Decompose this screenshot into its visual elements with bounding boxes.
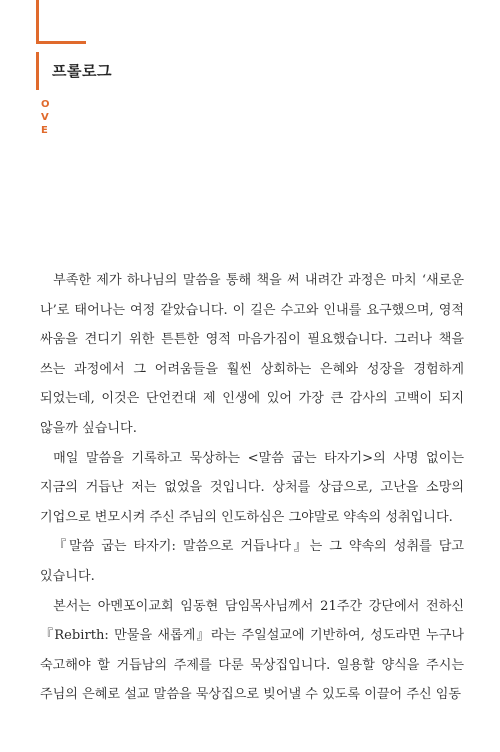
body-text xyxy=(40,266,464,710)
chapter-bracket-decoration xyxy=(36,0,86,44)
paragraph: 『말씀 굽는 타자기: 말씀으로 거듭나다』는 그 약속의 성취를 담고 있습니다. xyxy=(40,539,464,584)
chapter-accent-line xyxy=(36,52,39,90)
side-label xyxy=(41,98,50,137)
side-label-letter: O xyxy=(41,99,50,110)
side-label-letter: E xyxy=(41,125,48,136)
side-label-letter: V xyxy=(41,112,49,123)
paragraph: 본서는 아멘포이교회 임동현 담임목사님께서 21주간 강단에서 전하신 『Rebirth: 만물을 새롭게』라는 주일설교에 기반하여, 성도라면 누구나 숙고해야 할 거듭남의 주제를 다룬 묵상집입니다. 일용할 양식을 주시는 주님의 은혜로 설교 말씀을 묵상집으로 빚어낼 수 있도록 이끌어 주신 임동 xyxy=(40,598,464,703)
paragraph: 부족한 제가 하나님의 말씀을 통해 책을 써 내려간 과정은 마치 ‘새로운 나’로 태어나는 여정 같았습니다. 이 길은 수고와 인내를 요구했으며, 영적 싸움을 견디기 위한 튼튼한 영적 마음가짐이 필요했습니다. 그러나 책을 쓰는 과정에서 그 어려움들을 훨씬 상회하는 은혜와 성장을 경험하게 되었는데, 이것은 단언컨대 제 인생에 있어 가장 큰 감사의 고백이 되지 않을까 싶습니다. xyxy=(40,273,464,436)
paragraph: 매일 말씀을 기록하고 묵상하는 <말씀 굽는 타자기>의 사명 없이는 지금의 거듭난 저는 없었을 것입니다. 상처를 상급으로, 고난을 소망의 기업으로 변모시켜 주신 주님의 인도하심은 그야말로 약속의 성취입니다. xyxy=(40,450,464,525)
chapter-title: 프롤로그 xyxy=(52,62,112,80)
